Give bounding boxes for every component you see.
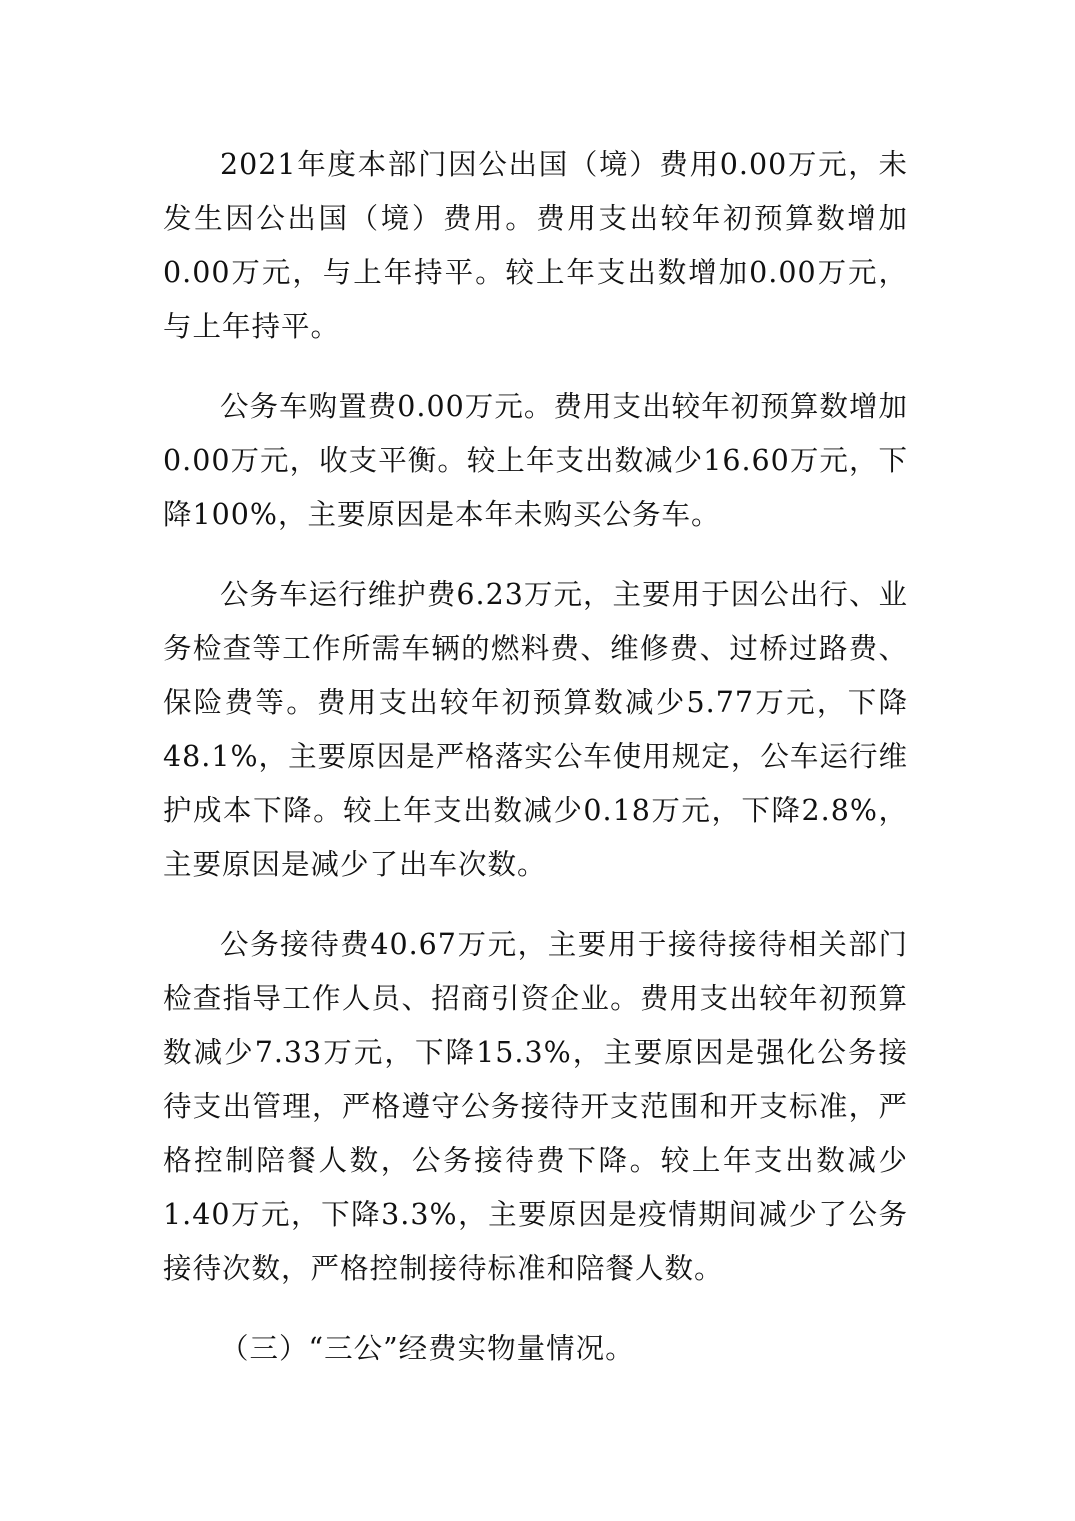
section-heading: （三）“三公”经费实物量情况。: [220, 1332, 635, 1365]
paragraph-official-reception-expenses: 公务接待费40.67万元，主要用于接待接待相关部门检查指导工作人员、招商引资企业。费用支出较年初预算数减少7.33万元，下降15.3%，主要原因是强化公务接待支出管理，严格遵守公务接待开支范围和开支标准，严格控制陪餐人数，公务接待费下降。较上年支出数减少1.40万元，下降3.3%，主要原因是疫情期间减少了公务接待次数，严格控制接待标准和陪餐人数。: [163, 928, 908, 1285]
document-body: [163, 138, 908, 1402]
paragraph-vehicle-purchase-expenses: 公务车购置费0.00万元。费用支出较年初预算数增加0.00万元，收支平衡。较上年支出数减少16.60万元，下降100%，主要原因是本年未购买公务车。: [163, 390, 908, 531]
paragraph-vehicle-maintenance-expenses: 公务车运行维护费6.23万元，主要用于因公出行、业务检查等工作所需车辆的燃料费、维修费、过桥过路费、保险费等。费用支出较年初预算数减少5.77万元，下降48.1%，主要原因是严格落实公车使用规定，公车运行维护成本下降。较上年支出数减少0.18万元，下降2.8%，主要原因是减少了出车次数。: [163, 578, 908, 881]
paragraph-overseas-travel-expenses: 2021年度本部门因公出国（境）费用0.00万元，未发生因公出国（境）费用。费用支出较年初预算数增加0.00万元，与上年持平。较上年支出数增加0.00万元，与上年持平。: [163, 148, 908, 343]
